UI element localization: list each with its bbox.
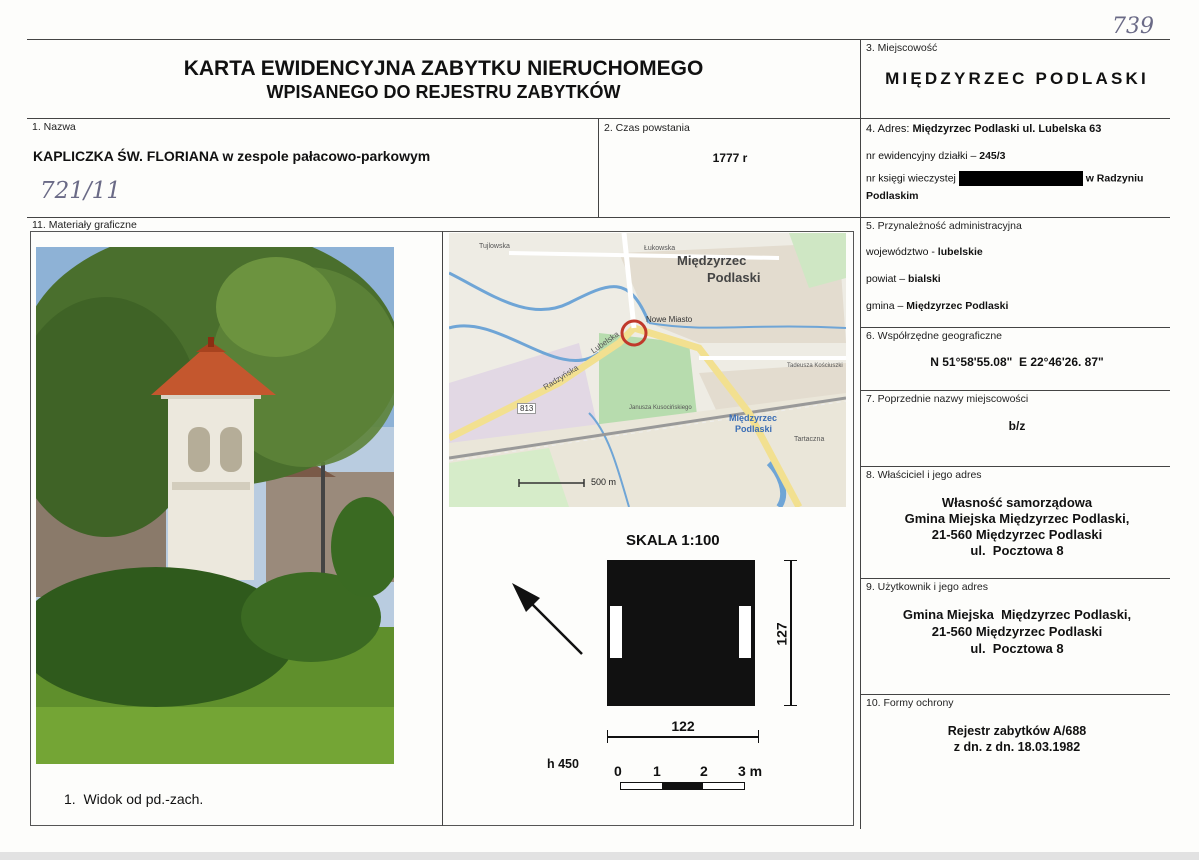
county-value: bialski <box>908 273 941 285</box>
plan-window-right <box>739 606 751 658</box>
plot-line <box>866 150 1006 162</box>
register-suffix-2: Podlaskim <box>866 190 919 202</box>
map-town-label-2: Podlaski <box>707 270 761 285</box>
plan-window-left <box>610 606 622 658</box>
plot-value: 245/3 <box>979 150 1006 162</box>
commune-prefix: gmina – <box>866 300 904 312</box>
commune-value: Międzyrzec Podlaski <box>906 300 1009 312</box>
monument-name: KAPLICZKA ŚW. FLORIANA w zespole pałacowo-parkowym <box>33 148 431 164</box>
map-janusz: Janusza Kusocińskiego <box>629 405 692 411</box>
plan-width-tick-left <box>607 730 608 743</box>
address-line <box>866 123 1101 135</box>
owner-line-3: 21-560 Międzyrzec Podlaski <box>931 527 1103 542</box>
plot-prefix: nr ewidencyjny działki – <box>866 150 977 162</box>
location-map <box>449 233 846 507</box>
plan-width-label: 122 <box>671 718 695 734</box>
document-subtitle: WPISANEGO DO REJESTRU ZABYTKÓW <box>266 82 621 102</box>
top-rule <box>27 39 1170 40</box>
name-row-bottom-rule <box>27 217 860 218</box>
date-value: 1777 r <box>712 151 748 165</box>
page-number-handwritten: 739 <box>1112 14 1154 39</box>
plan-scale-title: SKALA 1:100 <box>626 532 720 549</box>
plan-h-label: h 450 <box>547 757 579 771</box>
right-rule-7 <box>860 466 1170 467</box>
coords-value: N 51°58'55.08" E 22°46'26. 87" <box>930 355 1104 369</box>
voivodeship-line <box>866 246 983 258</box>
map-lubelska: Lubelska <box>589 329 621 356</box>
register-prefix: nr księgi wieczystej <box>866 172 956 185</box>
right-rule-6 <box>860 390 1170 391</box>
owner-line-4: ul. Pocztowa 8 <box>970 543 1064 558</box>
graphics-divider <box>442 231 443 826</box>
user-label: 9. Użytkownik i jego adres <box>866 581 988 593</box>
plan-height-dim <box>790 560 792 706</box>
document-title: KARTA EWIDENCYJNA ZABYTKU NIERUCHOMEGO <box>183 57 704 80</box>
map-tartaczna: Tartaczna <box>794 436 825 443</box>
protection-label: 10. Formy ochrony <box>866 697 954 709</box>
address-value: Międzyrzec Podlaski ul. Lubelska 63 <box>912 123 1102 135</box>
scale-bar-label-1: 1 <box>653 763 661 779</box>
county-line <box>866 273 941 285</box>
coords-label: 6. Współrzędne geograficzne <box>866 330 1002 342</box>
address-label: 4. Adres: <box>866 123 910 135</box>
map-scale-label: 500 m <box>591 477 617 487</box>
right-rule-4 <box>860 217 1170 218</box>
scale-bar-segment-2 <box>662 783 703 789</box>
map-tujlowska: Tujlowska <box>479 243 510 250</box>
plan-height-tick-top <box>784 560 797 561</box>
north-arrow <box>510 580 590 660</box>
register-line <box>866 171 1143 186</box>
owner-line-2: Gmina Miejska Międzyrzec Podlaski, <box>904 511 1130 526</box>
map-town-label: Międzyrzec <box>677 253 747 268</box>
inventory-note-handwritten: 721/11 <box>40 178 121 204</box>
map-station-2: Podlaski <box>735 424 773 434</box>
map-radzynska: Radzyńska <box>541 363 580 392</box>
plan-height-label: 127 <box>773 622 790 646</box>
right-rule-8 <box>860 578 1170 579</box>
map-nowe-miasto: Nowe Miasto <box>646 315 693 324</box>
chapel-photo <box>36 247 394 764</box>
county-prefix: powiat – <box>866 273 906 285</box>
map-lukowska: Łukowska <box>644 245 676 252</box>
scale-bar-label-0: 0 <box>614 763 622 779</box>
voivodeship-prefix: województwo - <box>866 246 935 258</box>
scale-bar-label-3: 3 m <box>738 763 763 779</box>
register-redaction <box>959 171 1083 186</box>
owner-line-1: Własność samorządowa <box>941 495 1093 510</box>
scale-bar-label-2: 2 <box>700 763 708 779</box>
main-divider <box>860 39 861 829</box>
right-rule-5 <box>860 327 1170 328</box>
scale-bar-segment-3 <box>703 783 744 789</box>
plan-height-tick-bottom <box>784 705 797 706</box>
scan-edge <box>0 852 1199 860</box>
plan-width-tick-right <box>758 730 759 743</box>
map-kosciuszki: Tadeusza Kościuszki <box>787 363 843 369</box>
user-line-3: ul. Pocztowa 8 <box>970 641 1064 656</box>
protection-line-2: z dn. z dn. 18.03.1982 <box>953 740 1081 754</box>
name-label: 1. Nazwa <box>32 121 76 133</box>
map-station: Międzyrzec <box>729 413 778 423</box>
register-suffix: w Radzyniu <box>1085 172 1144 185</box>
prev-names-value: b/z <box>1008 419 1026 433</box>
user-line-1: Gmina Miejska Międzyrzec Podlaski, <box>902 607 1132 622</box>
plan-width-dim <box>607 736 759 738</box>
right-rule-9 <box>860 694 1170 695</box>
locality-label: 3. Miejscowość <box>866 42 938 54</box>
commune-line <box>866 300 1008 312</box>
date-divider <box>598 118 599 217</box>
scale-bar-segment-1 <box>621 783 662 789</box>
date-label: 2. Czas powstania <box>604 122 690 134</box>
user-line-2: 21-560 Międzyrzec Podlaski <box>931 624 1103 639</box>
graphics-label: 11. Materiały graficzne <box>32 219 137 231</box>
locality-value: MIĘDZYRZEC PODLASKI <box>885 69 1149 88</box>
admin-label: 5. Przynależność administracyjna <box>866 220 1022 232</box>
protection-line-1: Rejestr zabytków A/688 <box>947 724 1087 738</box>
owner-label: 8. Właściciel i jego adres <box>866 469 982 481</box>
prev-names-label: 7. Poprzednie nazwy miejscowości <box>866 393 1029 405</box>
photo-caption: 1. Widok od pd.-zach. <box>64 791 204 807</box>
scale-bar <box>620 782 745 790</box>
plan-footprint <box>607 560 755 706</box>
map-road-813: 813 <box>517 403 536 414</box>
voivodeship-value: lubelskie <box>937 246 983 258</box>
